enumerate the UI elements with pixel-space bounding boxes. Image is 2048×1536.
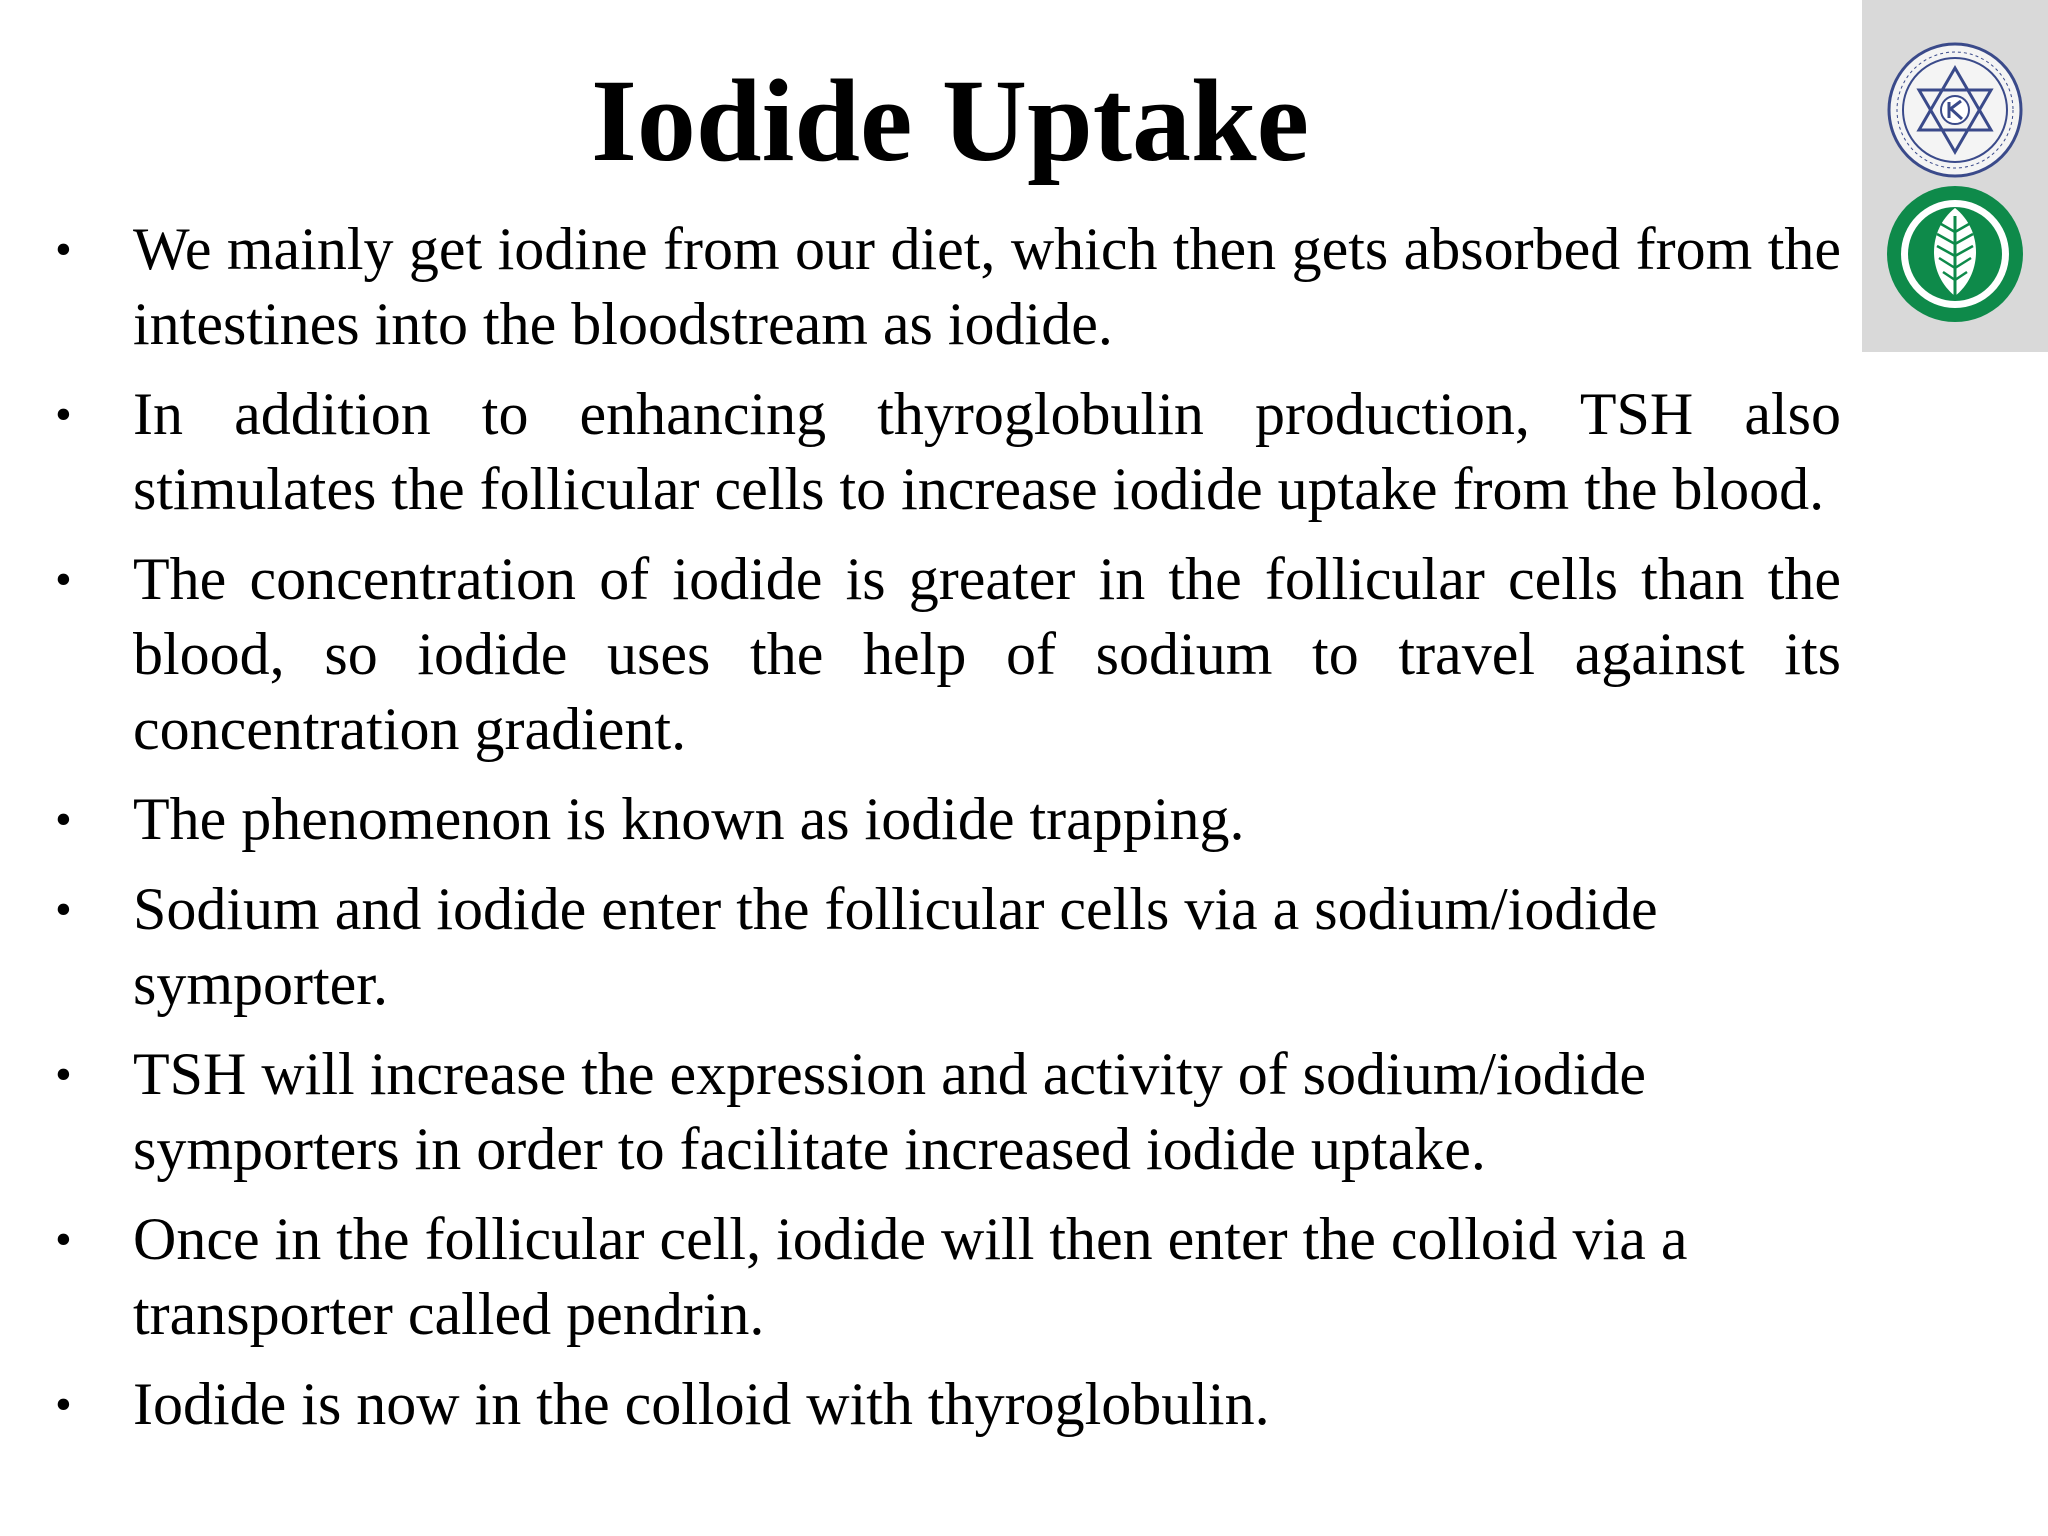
green-leaf-emblem-icon [1883,182,2027,326]
bullet-text: The concentration of iodide is greater in the follicular cells than the blood, so iodide uses the help of sodium to travel against its concentration gradient. [133,546,1841,762]
bullet-item [55,1367,1841,1442]
bullet-text: The phenomenon is known as iodide trapping. [133,786,1245,852]
bullet-item [55,377,1841,527]
bullet-item [55,872,1841,1022]
bullet-dot: • [55,1048,72,1101]
bullet-text: We mainly get iodine from our diet, which then gets absorbed from the intestines into the bloodstream as iodide. [133,216,1841,357]
bullet-item [55,542,1841,767]
bullet-dot: • [55,1378,72,1431]
slide-title: Iodide Uptake [591,55,1309,186]
bullet-dot: • [55,388,72,441]
bullet-text: Sodium and iodide enter the follicular cells via a sodium/iodide symporter. [133,876,1658,1017]
bullet-dot: • [55,793,72,846]
bullet-text: TSH will increase the expression and activity of sodium/iodide symporters in order to facilitate increased iodide uptake. [133,1041,1647,1182]
bullet-item [55,1202,1841,1352]
bullet-dot: • [55,223,72,276]
bullet-dot: • [55,553,72,606]
bullet-text: Iodide is now in the colloid with thyroglobulin. [133,1371,1270,1437]
bullet-text: Once in the follicular cell, iodide will then enter the colloid via a transporter called pendrin. [133,1206,1688,1347]
bullet-item [55,212,1841,362]
bullet-item [55,1037,1841,1187]
logo-panel [1862,0,2048,352]
university-seal-icon [1885,40,2025,180]
bullet-list [55,212,1841,1457]
bullet-text: In addition to enhancing thyroglobulin production, TSH also stimulates the follicular cells to increase iodide uptake from the blood. [133,381,1841,522]
bullet-dot: • [55,883,72,936]
bullet-dot: • [55,1213,72,1266]
bullet-item [55,782,1841,857]
